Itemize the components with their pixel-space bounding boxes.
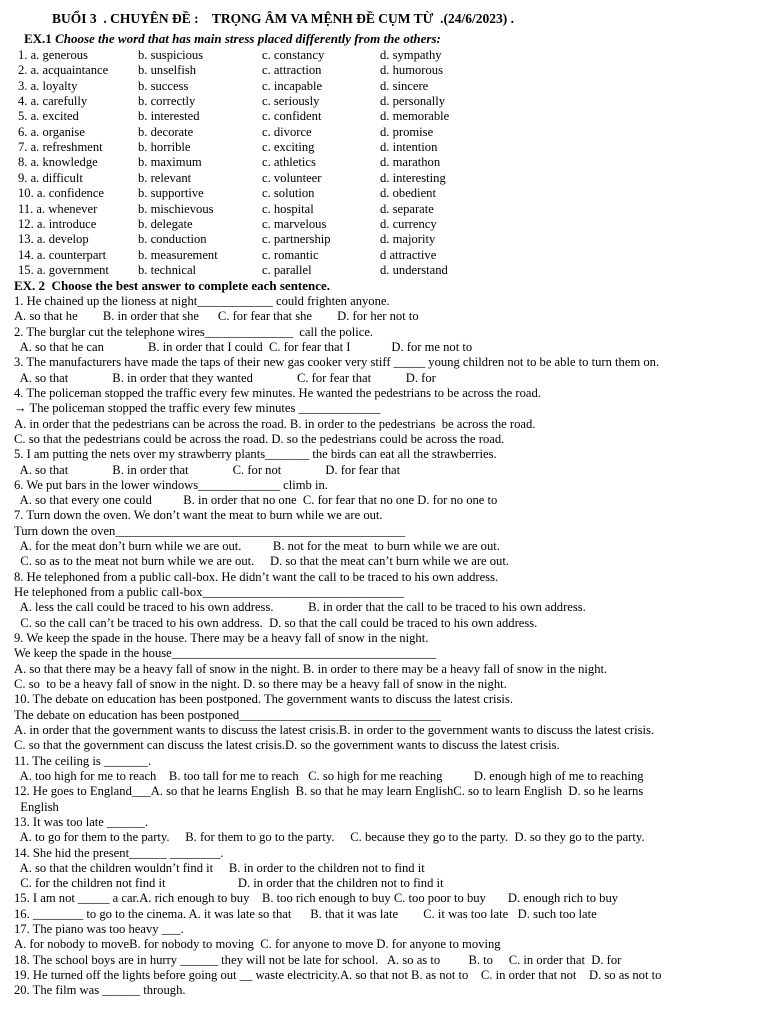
question-line: 17. The piano was too heavy ___. [14, 922, 184, 937]
option-c: c. romantic [262, 247, 319, 262]
question-line: A. to go for them to the party. B. for them to go to the party. C. because they go to the party. D. so they go to the party. [14, 830, 645, 845]
option-b: b. technical [138, 262, 197, 277]
option-d: d. majority [380, 232, 436, 247]
question-line: Turn down the oven______________________________________________ [14, 523, 405, 538]
question-line: 15. I am not _____ a car.A. rich enough to buy B. too rich enough to buy C. too poor to buy D. enough rich to buy [14, 891, 619, 906]
option-c: c. parallel [262, 262, 312, 277]
exercise-1-instruction: Choose the word that has main stress placed differently from the others: [55, 31, 441, 46]
option-d: d. obedient [380, 186, 436, 201]
question-line: 7. Turn down the oven. We don’t want the meat to burn while we are out. [14, 508, 383, 523]
option-c: c. marvelous [262, 216, 327, 231]
exercise-2-heading: EX. 2 Choose the best answer to complete each sentence. [14, 278, 331, 293]
question-line: C. so that the government can discuss the latest crisis.D. so the government wants to discuss the latest crisis. [14, 738, 560, 753]
question-line: He telephoned from a public call-box________________________________ [14, 585, 404, 600]
option-c: c. solution [262, 186, 315, 201]
option-c: c. attraction [262, 63, 322, 78]
option-b: b. supportive [138, 186, 204, 201]
option-d: d. interesting [380, 170, 446, 185]
question-line: 13. It was too late ______. [14, 814, 148, 829]
option-a: 5. a. excited [18, 109, 79, 124]
question-line: 5. I am putting the nets over my strawberry plants_______ the birds can eat all the strawberries. [14, 447, 497, 462]
option-d: d. sincere [380, 78, 429, 93]
question-line: A. so that he can B. in order that I could C. for fear that I D. for me not to [14, 339, 473, 354]
question-line: A. in order that the government wants to discuss the latest crisis.B. in order to the government wants to discuss the latest crisis. [14, 722, 655, 737]
question-line: 18. The school boys are in hurry ______ they will not be late for school. A. so as to B. to C. in order that D. for [14, 952, 622, 967]
question-line: A. for nobody to moveB. for nobody to moving C. for anyone to move D. for anyone to moving [14, 937, 501, 952]
question-line: 14. She hid the present______ ________. [14, 845, 224, 860]
question-line: A. so that B. in order that they wanted C. for fear that D. for [14, 370, 436, 385]
option-b: b. correctly [138, 94, 196, 109]
question-line: → The policeman stopped the traffic every few minutes _____________ [14, 401, 381, 416]
question-line: 1. He chained up the lioness at night____________ could frighten anyone. [14, 294, 390, 308]
option-d: d. personally [380, 94, 446, 109]
question-line: C. so that the pedestrians could be across the road. D. so the pedestrians could be across the road. [14, 431, 505, 446]
question-line: 11. The ceiling is _______. [14, 753, 152, 768]
option-b: b. mischievous [138, 201, 214, 216]
option-b: b. decorate [138, 124, 194, 139]
question-line: 19. He turned off the lights before going out __ waste electricity.A. so that not B. as not to C. in order that not D. so as not to [14, 968, 662, 983]
question-line: 6. We put bars in the lower windows_____________ climb in. [14, 477, 328, 492]
option-c: c. divorce [262, 124, 312, 139]
question-line: A. for the meat don’t burn while we are out. B. not for the meat to burn while we are out. [14, 539, 500, 554]
question-line: C. so the call can’t be traced to his own address. D. so that the call could be traced to his own address. [14, 615, 538, 630]
option-b: b. horrible [138, 140, 191, 155]
option-c: c. seriously [262, 94, 320, 109]
option-c: c. confident [262, 109, 322, 124]
question-line: 16. ________ to go to the cinema. A. it was late so that B. that it was late C. it was too late D. such too late [14, 906, 597, 921]
option-c: c. hospital [262, 201, 314, 216]
option-d: d. humorous [380, 63, 443, 78]
question-line: A. so that there may be a heavy fall of snow in the night. B. in order to there may be a heavy fall of snow in the night. [14, 661, 608, 676]
option-d: d. intention [380, 140, 438, 155]
question-line: 8. He telephoned from a public call-box. He didn’t want the call to be traced to his own address. [14, 569, 499, 584]
option-a: 6. a. organise [18, 124, 85, 139]
question-line: A. so that every one could B. in order that no one C. for fear that no one D. for no one to [14, 493, 498, 508]
option-b: b. conduction [138, 232, 207, 247]
option-d: d. separate [380, 201, 434, 216]
question-line: 12. He goes to England___A. so that he learns English B. so that he may learn EnglishC. so to learn English D. so he learns [14, 784, 644, 799]
option-b: b. suspicious [138, 48, 204, 62]
option-a: 7. a. refreshment [18, 140, 103, 155]
question-line: 20. The film was ______ through. [14, 983, 186, 998]
option-b: b. unselfish [138, 63, 197, 78]
option-a: 2. a. acquaintance [18, 63, 109, 78]
option-b: b. interested [138, 109, 200, 124]
question-line: A. so that the children wouldn’t find it B. in order to the children not to find it [14, 860, 425, 875]
question-line: English [14, 799, 59, 814]
option-a: 9. a. difficult [18, 170, 83, 185]
page-title: BUỔI 3 . CHUYÊN ĐỀ : TRỌNG ÂM VA MỆNH ĐỀ CỤM TỪ .(24/6/2023) . [52, 11, 515, 26]
question-line: A. in order that the pedestrians can be across the road. B. in order to the pedestrians be across the road. [14, 416, 536, 431]
option-c: c. partnership [262, 232, 331, 247]
question-line: A. too high for me to reach B. too tall for me to reach C. so high for me reaching D. enough high of me to reaching [14, 768, 644, 783]
option-c: c. constancy [262, 48, 325, 62]
option-d: d. memorable [380, 109, 450, 124]
option-a: 4. a. carefully [18, 94, 88, 109]
option-d: d. promise [380, 124, 434, 139]
option-a: 8. a. knowledge [18, 155, 98, 170]
question-line: We keep the spade in the house__________________________________________ [14, 646, 437, 661]
option-a: 3. a. loyalty [18, 78, 78, 93]
option-d: d attractive [380, 247, 437, 262]
exercise-1-heading [24, 31, 441, 47]
question-line: 9. We keep the spade in the house. There may be a heavy fall of snow in the night. [14, 631, 429, 646]
option-d: d. understand [380, 262, 448, 277]
option-a: 15. a. government [18, 262, 109, 277]
question-line: A. so that B. in order that C. for not D. for fear that [14, 462, 401, 477]
option-b: b. measurement [138, 247, 218, 262]
option-a: 10. a. confidence [18, 186, 105, 201]
option-a: 11. a. whenever [18, 201, 98, 216]
question-line: 3. The manufacturers have made the taps of their new gas cooker very stiff _____ young children not to be able to turn them on. [14, 355, 660, 370]
option-a: 14. a. counterpart [18, 247, 107, 262]
question-line: C. for the children not find it D. in order that the children not to find it [14, 876, 444, 891]
option-b: b. maximum [138, 155, 202, 170]
option-c: c. volunteer [262, 170, 322, 185]
option-b: b. delegate [138, 216, 193, 231]
option-d: d. marathon [380, 155, 441, 170]
question-line: 4. The policeman stopped the traffic every few minutes. He wanted the pedestrians to be across the road. [14, 385, 541, 400]
question-line: 10. The debate on education has been postponed. The government wants to discuss the latest crisis. [14, 692, 513, 707]
question-line: A. less the call could be traced to his own address. B. in order that the call to be traced to his own address. [14, 600, 586, 615]
option-d: d. sympathy [380, 48, 442, 62]
option-a: 1. a. generous [18, 48, 88, 62]
question-line: C. so as to the meat not burn while we are out. D. so that the meat can’t burn while we are out. [14, 554, 509, 569]
option-c: c. exciting [262, 140, 315, 155]
question-line: C. so to be a heavy fall of snow in the night. D. so there may be a heavy fall of snow in the night. [14, 677, 507, 691]
option-c: c. incapable [262, 78, 323, 93]
option-a: 13. a. develop [18, 232, 89, 247]
question-line: The debate on education has been postponed________________________________ [14, 707, 441, 722]
exercise-1-label: EX.1 [24, 31, 56, 46]
question-line: A. so that he B. in order that she C. for fear that she D. for her not to [14, 309, 419, 324]
option-d: d. currency [380, 216, 437, 231]
option-a: 12. a. introduce [18, 216, 97, 231]
option-b: b. relevant [138, 170, 192, 185]
option-b: b. success [138, 78, 189, 93]
question-line: 2. The burglar cut the telephone wires______________ call the police. [14, 324, 374, 339]
option-c: c. athletics [262, 155, 316, 170]
